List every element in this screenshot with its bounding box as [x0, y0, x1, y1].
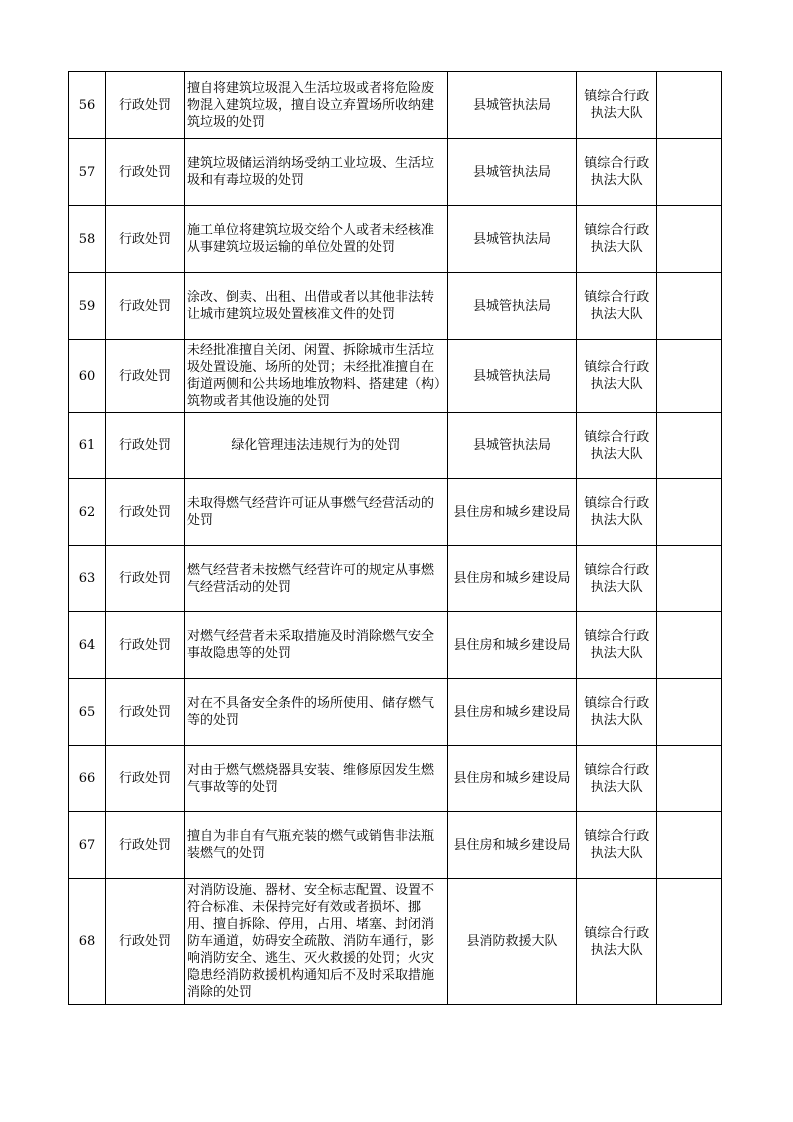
remarks — [657, 206, 722, 273]
power-type: 行政处罚 — [105, 879, 184, 1005]
power-type: 行政处罚 — [105, 812, 184, 879]
power-description: 对由于燃气燃烧器具安装、维修原因发生燃气事故等的处罚 — [185, 746, 448, 812]
remarks — [657, 812, 722, 879]
power-type: 行政处罚 — [105, 340, 184, 413]
executing-body: 镇综合行政执法大队 — [577, 72, 657, 139]
executing-body: 镇综合行政执法大队 — [577, 139, 657, 206]
remarks — [657, 340, 722, 413]
authority-list-table — [68, 71, 722, 1005]
original-department: 县城管执法局 — [447, 139, 576, 206]
executing-body: 镇综合行政执法大队 — [577, 273, 657, 340]
original-department: 县城管执法局 — [447, 72, 576, 139]
row-number: 58 — [69, 206, 106, 273]
power-description: 施工单位将建筑垃圾交给个人或者未经核准从事建筑垃圾运输的单位处置的处罚 — [185, 206, 448, 273]
executing-body: 镇综合行政执法大队 — [577, 879, 657, 1005]
executing-body: 镇综合行政执法大队 — [577, 340, 657, 413]
original-department: 县住房和城乡建设局 — [447, 546, 576, 612]
original-department: 县城管执法局 — [447, 273, 576, 340]
original-department: 县消防救援大队 — [447, 879, 576, 1005]
executing-body: 镇综合行政执法大队 — [577, 612, 657, 679]
executing-body: 镇综合行政执法大队 — [577, 413, 657, 479]
power-type: 行政处罚 — [105, 612, 184, 679]
remarks — [657, 479, 722, 546]
row-number: 56 — [69, 72, 106, 139]
power-type: 行政处罚 — [105, 546, 184, 612]
remarks — [657, 679, 722, 746]
remarks — [657, 273, 722, 340]
power-type: 行政处罚 — [105, 273, 184, 340]
power-type: 行政处罚 — [105, 413, 184, 479]
power-description: 燃气经营者未按燃气经营许可的规定从事燃气经营活动的处罚 — [185, 546, 448, 612]
power-description: 涂改、倒卖、出租、出借或者以其他非法转让城市建筑垃圾处置核准文件的处罚 — [185, 273, 448, 340]
table-row — [69, 812, 722, 879]
power-description: 建筑垃圾储运消纳场受纳工业垃圾、生活垃圾和有毒垃圾的处罚 — [185, 139, 448, 206]
executing-body: 镇综合行政执法大队 — [577, 746, 657, 812]
power-description: 对在不具备安全条件的场所使用、储存燃气等的处罚 — [185, 679, 448, 746]
row-number: 62 — [69, 479, 106, 546]
table-row — [69, 139, 722, 206]
remarks — [657, 413, 722, 479]
table-row — [69, 612, 722, 679]
original-department: 县住房和城乡建设局 — [447, 612, 576, 679]
row-number: 63 — [69, 546, 106, 612]
power-description: 对消防设施、器材、安全标志配置、设置不符合标准、未保持完好有效或者损坏、挪用、擅自拆除、停用，占用、堵塞、封闭消防车通道，妨碍安全疏散、消防车通行，影响消防安全、逃生、灭火救援的处罚；火灾隐患经消防救援机构通知后不及时采取措施消除的处罚 — [185, 879, 448, 1005]
remarks — [657, 139, 722, 206]
remarks — [657, 546, 722, 612]
table-row — [69, 679, 722, 746]
table-row — [69, 746, 722, 812]
original-department: 县住房和城乡建设局 — [447, 479, 576, 546]
power-type: 行政处罚 — [105, 679, 184, 746]
power-type: 行政处罚 — [105, 746, 184, 812]
power-description: 绿化管理违法违规行为的处罚 — [185, 413, 448, 479]
original-department: 县城管执法局 — [447, 413, 576, 479]
row-number: 57 — [69, 139, 106, 206]
power-type: 行政处罚 — [105, 139, 184, 206]
table-row — [69, 206, 722, 273]
row-number: 68 — [69, 879, 106, 1005]
executing-body: 镇综合行政执法大队 — [577, 679, 657, 746]
row-number: 65 — [69, 679, 106, 746]
row-number: 61 — [69, 413, 106, 479]
table-row — [69, 273, 722, 340]
executing-body: 镇综合行政执法大队 — [577, 812, 657, 879]
original-department: 县住房和城乡建设局 — [447, 812, 576, 879]
remarks — [657, 879, 722, 1005]
row-number: 59 — [69, 273, 106, 340]
table-row — [69, 340, 722, 413]
power-type: 行政处罚 — [105, 206, 184, 273]
row-number: 67 — [69, 812, 106, 879]
table-row — [69, 413, 722, 479]
row-number: 66 — [69, 746, 106, 812]
original-department: 县住房和城乡建设局 — [447, 746, 576, 812]
remarks — [657, 612, 722, 679]
table-row — [69, 479, 722, 546]
original-department: 县城管执法局 — [447, 206, 576, 273]
power-description: 对燃气经营者未采取措施及时消除燃气安全事故隐患等的处罚 — [185, 612, 448, 679]
remarks — [657, 72, 722, 139]
power-type: 行政处罚 — [105, 479, 184, 546]
table-row — [69, 546, 722, 612]
row-number: 60 — [69, 340, 106, 413]
power-description: 未经批准擅自关闭、闲置、拆除城市生活垃圾处置设施、场所的处罚；未经批准擅自在街道两侧和公共场地堆放物料、搭建建（构）筑物或者其他设施的处罚 — [185, 340, 448, 413]
power-description: 擅自为非自有气瓶充装的燃气或销售非法瓶装燃气的处罚 — [185, 812, 448, 879]
remarks — [657, 746, 722, 812]
original-department: 县城管执法局 — [447, 340, 576, 413]
executing-body: 镇综合行政执法大队 — [577, 546, 657, 612]
row-number: 64 — [69, 612, 106, 679]
power-type: 行政处罚 — [105, 72, 184, 139]
executing-body: 镇综合行政执法大队 — [577, 479, 657, 546]
power-description: 擅自将建筑垃圾混入生活垃圾或者将危险废物混入建筑垃圾，擅自设立弃置场所收纳建筑垃圾的处罚 — [185, 72, 448, 139]
power-description: 未取得燃气经营许可证从事燃气经营活动的处罚 — [185, 479, 448, 546]
original-department: 县住房和城乡建设局 — [447, 679, 576, 746]
table-row — [69, 72, 722, 139]
executing-body: 镇综合行政执法大队 — [577, 206, 657, 273]
table-row — [69, 879, 722, 1005]
